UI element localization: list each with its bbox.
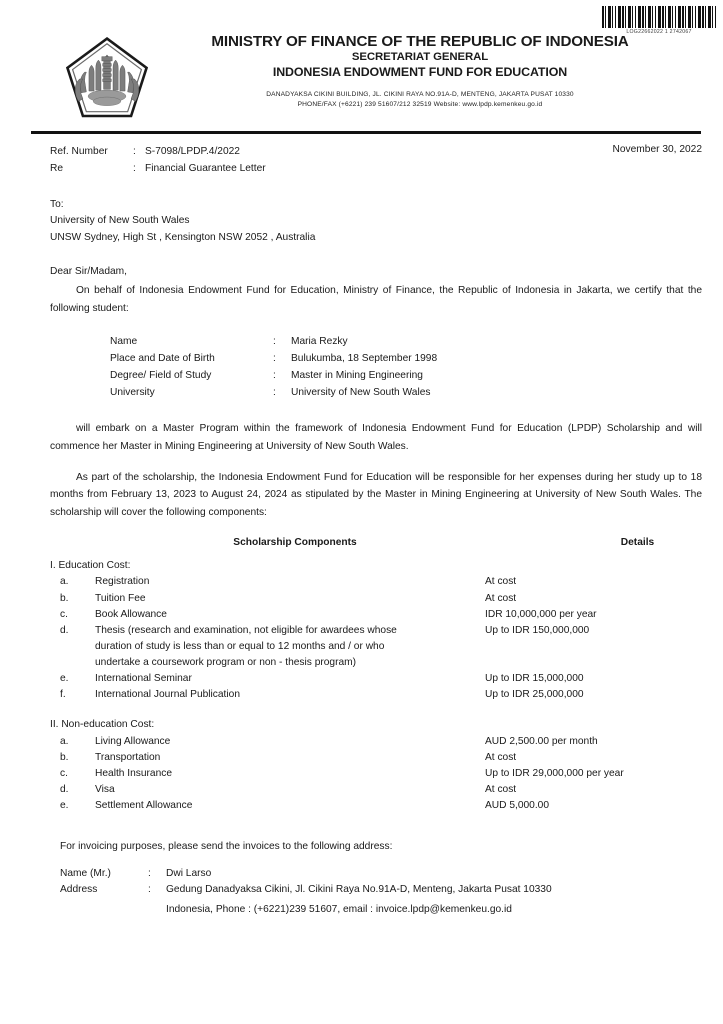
letterhead-text xyxy=(150,33,690,110)
secretariat-title: SECRETARIAT GENERAL xyxy=(351,50,489,63)
student-university-colon: : xyxy=(273,387,276,399)
letter-date: November 30, 2022 xyxy=(612,144,702,155)
item-letter: c. xyxy=(60,767,68,779)
item-name-line1: Thesis (research and examination, not eligible for awardees whose xyxy=(95,624,397,636)
invoicing-address-label: Address xyxy=(60,884,98,896)
item-details: IDR 10,000,000 per year xyxy=(485,608,597,620)
student-name-colon: : xyxy=(273,336,276,348)
item-letter: b. xyxy=(60,592,69,604)
item-name-line2: duration of study is less than or equal to 12 months and / or who xyxy=(95,640,385,652)
student-university-label: University xyxy=(110,387,155,399)
student-name-label: Name xyxy=(110,336,138,348)
re-label: Re xyxy=(50,162,64,174)
item-name: Book Allowance xyxy=(95,608,167,620)
column-header-components: Scholarship Components xyxy=(233,537,357,549)
letterhead-address-line1: DANADYAKSA CIKINI BUILDING, JL. CIKINI RAYA NO.91A-D, MENTENG, JAKARTA PUSAT 10330 xyxy=(266,91,574,99)
student-birth-colon: : xyxy=(273,353,276,365)
table-row xyxy=(60,687,702,703)
item-details: Up to IDR 150,000,000 xyxy=(485,624,590,636)
item-name: Registration xyxy=(95,576,150,588)
to-label: To: xyxy=(50,198,64,210)
student-row xyxy=(110,367,723,384)
barcode-block xyxy=(600,6,718,35)
recipient-name: University of New South Wales xyxy=(50,215,190,227)
ref-number-label: Ref. Number xyxy=(50,146,108,157)
invoicing-name-value: Dwi Larso xyxy=(166,867,212,879)
invoicing-address-line2: Indonesia, Phone : (+6221)239 51607, email : invoice.lpdp@kemenkeu.go.id xyxy=(166,903,512,915)
item-details: Up to IDR 29,000,000 per year xyxy=(485,767,624,779)
student-university-value: University of New South Wales xyxy=(291,387,431,399)
item-details: AUD 2,500.00 per month xyxy=(485,735,598,747)
barcode-number: LOG22662022 1 2742067 xyxy=(626,29,692,35)
item-letter: e. xyxy=(60,673,69,685)
item-details: Up to IDR 25,000,000 xyxy=(485,689,584,701)
table-row xyxy=(60,750,702,766)
section-title: II. Non-education Cost: xyxy=(50,719,155,731)
item-details: At cost xyxy=(485,592,517,604)
item-details: At cost xyxy=(485,751,517,763)
item-details: AUD 5,000.00 xyxy=(485,800,549,812)
intro-paragraph: On behalf of Indonesia Endowment Fund for Education, Ministry of Finance, the Republic of Indonesia in Jakarta, we certify that the following student: xyxy=(50,285,702,314)
item-name: Settlement Allowance xyxy=(95,800,193,812)
invoicing-name-colon: : xyxy=(148,867,151,879)
item-name: International Journal Publication xyxy=(95,689,240,701)
invoicing-name-label: Name (Mr.) xyxy=(60,867,111,879)
item-name: Tuition Fee xyxy=(95,592,146,604)
invoicing-address-line1: Gedung Danadyaksa Cikini, Jl. Cikini Raya No.91A-D, Menteng, Jakarta Pusat 10330 xyxy=(166,884,552,896)
item-details: At cost xyxy=(485,783,517,795)
re-colon: : xyxy=(133,162,136,174)
scholarship-paragraph: As part of the scholarship, the Indonesia Endowment Fund for Education will be responsible for her expenses during her study up to 18 months from February 13, 2023 to August 24, 2024 as stipulated by the Master in Mining Engineering at University of New South Wales. The scholarship will cover the following components: xyxy=(50,471,702,518)
item-letter: a. xyxy=(60,735,69,747)
item-letter: a. xyxy=(60,576,69,588)
invoicing-rows xyxy=(60,866,723,919)
student-row xyxy=(110,384,723,401)
student-row xyxy=(110,333,723,350)
table-row xyxy=(60,782,702,798)
barcode-icon xyxy=(602,6,716,28)
salutation: Dear Sir/Madam, xyxy=(50,266,127,278)
header-divider xyxy=(31,131,701,134)
reference-number-row xyxy=(50,144,703,161)
table-row xyxy=(60,591,702,607)
invoicing-name-row xyxy=(60,866,723,883)
item-name: International Seminar xyxy=(95,673,192,685)
student-row xyxy=(110,350,723,367)
student-birth-label: Place and Date of Birth xyxy=(110,353,215,365)
item-letter: d. xyxy=(60,624,69,636)
scholarship-components-table xyxy=(0,537,723,814)
table-row xyxy=(60,671,702,687)
embark-paragraph: will embark on a Master Program within the framework of Indonesia Endowment Fund for Education (LPDP) Scholarship and will commence her Master in Mining Engineering at University of New South Wales. xyxy=(50,423,702,452)
student-degree-label: Degree/ Field of Study xyxy=(110,370,212,382)
item-name: Living Allowance xyxy=(95,735,171,747)
invoicing-block xyxy=(0,839,723,918)
letterhead xyxy=(0,33,723,110)
invoicing-address-colon: : xyxy=(148,884,151,896)
table-row xyxy=(60,798,702,814)
ref-number-value: S-7098/LPDP.4/2022 xyxy=(145,146,240,157)
item-details: Up to IDR 15,000,000 xyxy=(485,673,584,685)
table-row xyxy=(60,766,702,782)
letterhead-address xyxy=(150,90,690,110)
table-row xyxy=(60,734,702,750)
indonesia-ministry-of-finance-emblem-icon xyxy=(64,35,150,123)
section-non-education-cost xyxy=(50,717,702,814)
section-education-cost xyxy=(50,558,702,703)
invoicing-address-value xyxy=(166,882,723,918)
item-letter: d. xyxy=(60,783,69,795)
item-letter: e. xyxy=(60,800,69,812)
item-letter: c. xyxy=(60,608,68,620)
invoicing-lead: For invoicing purposes, please send the invoices to the following address: xyxy=(60,841,393,853)
table-row xyxy=(60,574,702,590)
section-title: I. Education Cost: xyxy=(50,560,131,572)
ministry-title: MINISTRY OF FINANCE OF THE REPUBLIC OF INDONESIA xyxy=(211,33,629,50)
recipient-block xyxy=(0,197,723,247)
student-degree-value: Master in Mining Engineering xyxy=(291,370,423,382)
table-row xyxy=(60,623,702,671)
item-name-multiline xyxy=(95,623,485,671)
item-details: At cost xyxy=(485,576,517,588)
reference-block xyxy=(0,144,723,178)
recipient-address: UNSW Sydney, High St , Kensington NSW 2052 , Australia xyxy=(50,231,316,243)
item-letter: f. xyxy=(60,689,66,701)
item-name-line3: undertake a coursework program or non - thesis program) xyxy=(95,657,357,669)
column-header-details: Details xyxy=(620,537,655,549)
fund-title: INDONESIA ENDOWMENT FUND FOR EDUCATION xyxy=(272,64,568,79)
ref-number-colon: : xyxy=(133,146,136,157)
re-value: Financial Guarantee Letter xyxy=(145,162,266,174)
item-name: Visa xyxy=(95,783,115,795)
item-name: Transportation xyxy=(95,751,161,763)
table-row xyxy=(60,607,702,623)
student-birth-value: Bulukumba, 18 September 1998 xyxy=(291,353,438,365)
item-name: Health Insurance xyxy=(95,767,173,779)
letter-body xyxy=(0,144,723,918)
student-name-value: Maria Rezky xyxy=(291,336,348,348)
student-degree-colon: : xyxy=(273,370,276,382)
item-letter: b. xyxy=(60,751,69,763)
invoicing-address-row xyxy=(60,882,723,918)
components-table-header xyxy=(50,537,702,554)
reference-subject-row xyxy=(50,161,703,178)
letterhead-address-line2: PHONE/FAX (+6221) 239 51607/212 32519 Website: www.lpdp.kemenkeu.go.id xyxy=(297,101,543,109)
student-details xyxy=(0,333,723,401)
